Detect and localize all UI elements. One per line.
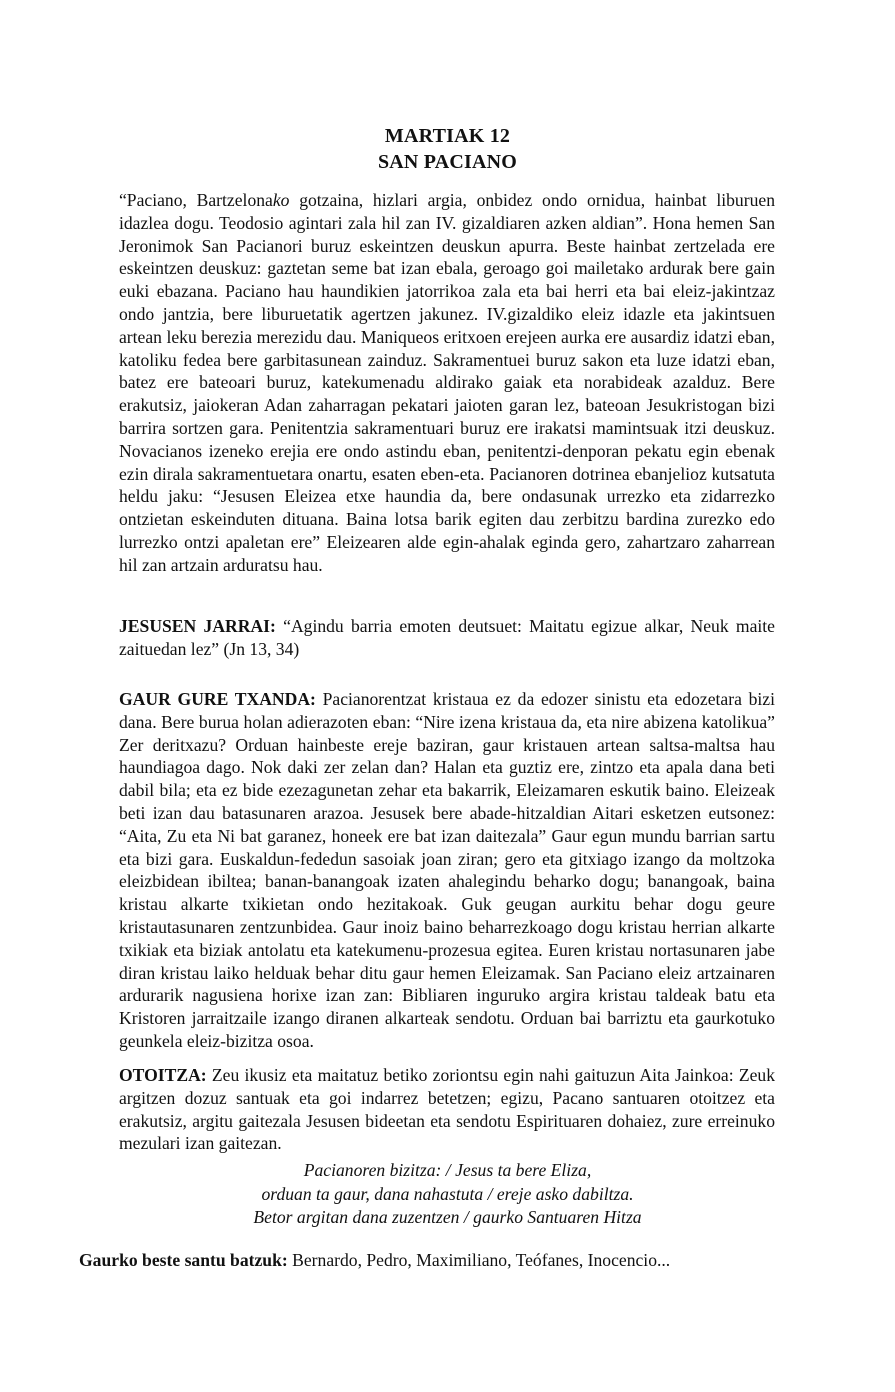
saint-heading: SAN PACIANO <box>377 151 518 173</box>
jesusen-jarrai-paragraph <box>119 615 775 661</box>
other-saints-label: Gaurko beste santu batzuk: <box>79 1250 288 1270</box>
gaur-gure-txanda-label: GAUR GURE TXANDA: <box>119 689 316 709</box>
other-saints-list: Bernardo, Pedro, Maximiliano, Teófanes, Inocencio... <box>287 1250 671 1270</box>
gaur-gure-txanda-paragraph <box>119 688 775 1053</box>
gaur-gure-txanda-text: Pacianorentzat kristaua ez da edozer sinistu eta edozetara bizi dana. Bere burua holan adierazoten eban: “Nire izena kristaua da, eta nire abizena katolikua” Zer deritxazu? Orduan hainbeste ereje baziran, gaur kristauen artean saltsa-maltsa hau haundiagoa dago. Nok daki zer zelan dan? Halan eta guztiz ere, zintzo eta apala dana beti dabil bila; eta ez bide ezezagunetan zehar eta bakarrik, Eleizamaren eskutik baino. Eleizeak beti izan dau batasunaren arazoa. Jesusek bere abade-hitzaldian Aitari esketzen eutsonez: “Aita, Zu eta Ni bat garanez, honeek ere bat izan daitezala” Gaur egun mundu barrian sartu eta bizi gara. Euskaldun-fededun sasoiak joan ziran; gero eta gitxiago izango da moltzoka eleizbidean ibiltea; banan-banangoak izaten ahalegindu beharko dogu; banangoak, baina kristau alkarte txikietan ondo hezitakoak. Guk geugan aurkitu behar dogu geure kristautasunaren zentzunbidea. Gaur inoiz baino beharrezkoago dogu kristau herrian alkarte txikiak eta biziak antolatu eta katekumenu-prozesua egitea. Euren kristau nortasunaren jabe diran kristau laiko helduak behar ditu gaur hemen Eleizamak. San Paciano eleiz artzainaren ardurarik nagusiena horixe izan zan: Bibliaren inguruko argira kristau taldeak batu eta Kristoren jarraitzaile izango diranen alkarteak sendotu. Orduan bai barriztu eta gaurkotuko geunkela eleiz-bizitza osoa. <box>119 689 775 1051</box>
date-heading: MARTIAK 12 <box>384 125 511 147</box>
jesusen-jarrai-label: JESUSEN JARRAI: <box>119 616 276 636</box>
poem-verse <box>0 1159 895 1230</box>
poem-line-3: Betor argitan dana zuzentzen / gaurko Santuaren Hitza <box>253 1207 642 1227</box>
otoitza-label: OTOITZA: <box>119 1065 207 1085</box>
otoitza-paragraph <box>119 1064 775 1155</box>
intro-text-start: “Paciano, Bartzelona <box>119 190 273 210</box>
other-saints-line <box>79 1249 799 1271</box>
poem-line-1: Pacianoren bizitza: / Jesus ta bere Eliza, <box>303 1160 592 1180</box>
jesusen-jarrai-text: “Agindu barria emoten deutsuet: Maitatu egizue alkar, Neuk maite zaituedan lez” (Jn 13, 34) <box>119 616 775 659</box>
intro-text-rest: gotzaina, hizlari argia, onbidez ondo ornidua, hainbat liburuen idazlea dogu. Teodosio agintari zala hil zan IV. gizaldiaren azken aldian”. Hona hemen San Jeronimok San Pacianori buruz eskeintzen deuskun apurra. Beste hainbat zertzelada ere eskeintzen deuskuz: gaztetan seme bat izan ebala, geroago goi mailetako ardurak bere gain euki ebazana. Paciano hau haundikien jatorrikoa zala eta bai herri eta bai eleiz-jakintzaz ondo jantzia, bere liburuetatik agertzen jakunez. IV.gizaldiko eleiz idazle eta jakintsuen artean leku berezia merezidu dau. Maniqueos eritxoen erejeen aurka ere ausardiz idatzi eban, katoliku fedea bere garbitasunean zainduz. Sakramentuei buruz sakon eta luze idatzi eban, batez ere bateoari buruz, katekumenadu aldirako gaiak eta norabideak azalduz. Bere erakutsiz, jaiokeran Adan zaharragan pekatari jaioten garan lez, bateoan Jesukristogan bizi barrira sortzen gara. Penitentzia sakramentuari buruz ere irakatsi mamintsuak itzi deuskuz. Novacianos izeneko erejia ere ondo astindu eban, penitentzi-denporan pekatu egin ebenak ezin dirala sakramentuetara onartu, esaten eben-eta. Pacianoren dotrinea ebanjelioz kutsatuta heldu jaku: “Jesusen Eleizea etxe haundia da, bere ondasunak urrezko eta zidarrezko ontzietan eskeinduten dituana. Baina lotsa barik egiten dau zerbitzu bardina zurezko edo lurrezko ontzi apaletan ere” Eleizearen alde egin-ahalak eginda gero, zahartzaro zaharrean hil zan artzain arduratsu hau. <box>119 190 775 575</box>
otoitza-text: Zeu ikusiz eta maitatuz betiko zoriontsu egin nahi gaituzun Aita Jainkoa: Zeuk argitzen dozuz santuak eta goi indarrez betetzen; egizu, Pacano santuaren otoitzez eta erakutsiz, argitu gaitezala Jesusen bideetan eta sendotu Espirituaren dohaiez, zure erreinuko mezulari izan gaitezan. <box>119 1065 775 1154</box>
intro-paragraph <box>119 189 775 577</box>
intro-italic-suffix: ko <box>272 190 290 210</box>
poem-line-2: orduan ta gaur, dana nahastuta / ereje asko dabiltza. <box>261 1183 634 1204</box>
